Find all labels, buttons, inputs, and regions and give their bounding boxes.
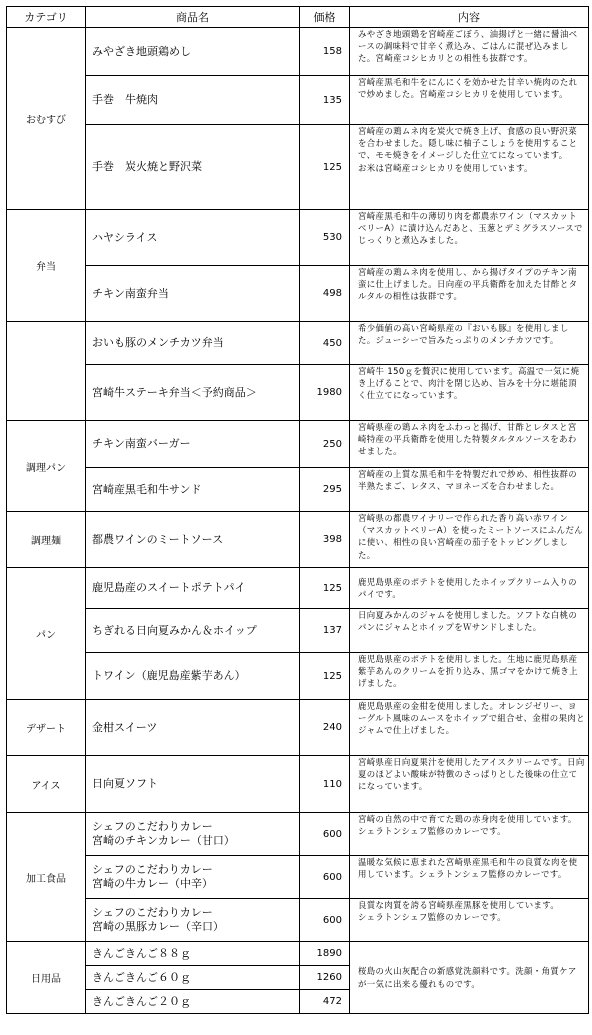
product-name: きんごきんご８８ｇ [86, 942, 300, 966]
header-price: 価格 [300, 7, 350, 28]
product-description: 宮崎県産日向夏果汁を使用したアイスクリームです。日向夏のほどよい酸味が特徴のさっぱりとした後味の仕立てになっています。 [350, 756, 589, 813]
product-price: 498 [300, 266, 350, 322]
table-row [7, 468, 589, 512]
category-cell: アイス [7, 756, 86, 813]
product-name: 手巻 牛焼肉 [86, 76, 300, 125]
product-name: 都農ワインのミートソース [86, 512, 300, 568]
product-name: 手巻 炭火焼と野沢菜 [86, 125, 300, 210]
category-cell [7, 322, 86, 421]
category-cell: 日用品 [7, 942, 86, 1014]
product-name: 金柑スイーツ [86, 700, 300, 756]
product-name: トワイン（鹿児島産紫芋あん） [86, 653, 300, 700]
table-row [7, 700, 589, 756]
table-row [7, 813, 589, 856]
product-price: 1890 [300, 942, 350, 966]
product-price: 1260 [300, 966, 350, 990]
product-price: 600 [300, 813, 350, 856]
product-name: きんごきんご６０ｇ [86, 966, 300, 990]
product-price: 450 [300, 322, 350, 365]
table-row [7, 942, 589, 966]
product-price: 135 [300, 76, 350, 125]
table-row [7, 266, 589, 322]
product-name: 鹿児島産のスイートポテトパイ [86, 568, 300, 609]
product-name: みやざき地頭鶏めし [86, 28, 300, 76]
product-description: 宮崎牛 150ｇを贅沢に使用しています。高温で一気に焼き上げることで、肉汁を閉じ込め、旨みを十分に堪能頂く仕立てになっています。 [350, 365, 589, 421]
product-description: 宮崎産黒毛和牛をにんにくを効かせた甘辛い焼肉のたれで炒めました。宮崎産コシヒカリを使用しています。 [350, 76, 589, 125]
table-row [7, 322, 589, 365]
product-name: おいも豚のメンチカツ弁当 [86, 322, 300, 365]
product-description: 鹿児島県産のポテトを使用しました。生地に鹿児島県産紫芋あんのクリームを折り込み、黒ゴマをかけて焼き上げました。 [350, 653, 589, 700]
table-row [7, 899, 589, 942]
product-description: 宮崎県の都農ワイナリーで作られた香り高い赤ワイン（マスカットベリーA）を使ったミートソースにふんだんに使い、相性の良い宮崎産の茄子をトッピングしました。 [350, 512, 589, 568]
table-row [7, 28, 589, 76]
product-description: 宮崎産の鶏ムネ肉を使用し、から揚げタイプのチキン南蛮に仕上げました。日向産の平兵衛酢を加えた甘酢とタルタルの相性は抜群です。 [350, 266, 589, 322]
product-table [6, 6, 589, 1014]
product-description: 希少価値の高い宮崎県産の『おいも豚』を使用しました。ジューシーで旨みたっぷりのメンチカツです。 [350, 322, 589, 365]
product-description: 宮崎産黒毛和牛の薄切り肉を都農赤ワイン（マスカットベリーA）に漬け込んだあと、玉葱とデミグラスソースでじっくりと煮込みました。 [350, 210, 589, 266]
product-price: 600 [300, 856, 350, 899]
table-row [7, 365, 589, 421]
category-cell: 弁当 [7, 210, 86, 322]
product-price: 600 [300, 899, 350, 942]
product-price: 125 [300, 568, 350, 609]
product-description: 宮崎の自然の中で育てた鶏の赤身肉を使用しています。 シェラトンシェフ監修のカレーです。 [350, 813, 589, 856]
table-row [7, 125, 589, 210]
product-name: 宮崎牛ステーキ弁当＜予約商品＞ [86, 365, 300, 421]
product-name: ハヤシライス [86, 210, 300, 266]
product-name: 宮崎産黒毛和牛サンド [86, 468, 300, 512]
product-name: チキン南蛮バーガー [86, 421, 300, 468]
category-cell: 調理麺 [7, 512, 86, 568]
product-description: 宮崎産の鶏ムネ肉を炭火で焼き上げ、食感の良い野沢菜を合わせました。隠し味に柚子こしょうを使用することで、モモ焼きをイメージした仕立てになっています。 お米は宮崎産コシヒカリを使用しています。 [350, 125, 589, 210]
table-row [7, 653, 589, 700]
category-cell: 加工食品 [7, 813, 86, 942]
product-price: 472 [300, 990, 350, 1014]
category-cell: デザート [7, 700, 86, 756]
product-price: 1980 [300, 365, 350, 421]
product-description: 良質な肉質を誇る宮崎県産黒豚を使用しています。 シェラトンシェフ監修のカレーです。 [350, 899, 589, 942]
product-name: シェフのこだわりカレー 宮崎のチキンカレー（甘口） [86, 813, 300, 856]
product-description: 日向夏みかんのジャムを使用しました。ソフトな白桃のパンにジャムとホイップをＷサンドしました。 [350, 609, 589, 653]
product-description: 鹿児島県産の金柑を使用しました。オレンジゼリー、ヨーグルト風味のムースをホイップで組合せ、金柑の果肉とジャムで仕上げました。 [350, 700, 589, 756]
product-description: 宮崎産の上質な黒毛和牛を特製だれで炒め、相性抜群の半熟たまご、レタス、マヨネーズを合わせました。 [350, 468, 589, 512]
category-cell: おむすび [7, 28, 86, 210]
table-row [7, 568, 589, 609]
table-row [7, 856, 589, 899]
category-cell: 調理パン [7, 421, 86, 512]
table-row [7, 210, 589, 266]
product-price: 250 [300, 421, 350, 468]
product-description: みやざき地頭鶏を宮崎産ごぼう、油揚げと一緒に醤油ベースの調味料で甘辛く煮込み、ごはんに混ぜ込みました。宮崎産コシヒカリとの相性も抜群です。 [350, 28, 589, 76]
product-price: 530 [300, 210, 350, 266]
product-name: きんごきんご２０ｇ [86, 990, 300, 1014]
product-price: 158 [300, 28, 350, 76]
product-price: 295 [300, 468, 350, 512]
product-description: 温暖な気候に恵まれた宮崎県産黒毛和牛の良質な肉を使用しています。シェラトンシェフ監修のカレーです。 [350, 856, 589, 899]
product-description: 桜島の火山灰配合の新感覚洗顔料です。洗顔・角質ケアが一気に出来る優れものです。 [350, 942, 589, 1014]
product-description: 鹿児島県産のポテトを使用したホイップクリーム入りのパイです。 [350, 568, 589, 609]
product-name: シェフのこだわりカレー 宮崎の黒豚カレー（辛口） [86, 899, 300, 942]
header-name: 商品名 [86, 7, 300, 28]
table-row [7, 76, 589, 125]
product-name: 日向夏ソフト [86, 756, 300, 813]
table-row [7, 421, 589, 468]
table-row [7, 609, 589, 653]
table-row [7, 756, 589, 813]
header-desc: 内容 [350, 7, 589, 28]
product-name: シェフのこだわりカレー 宮崎の牛カレー（中辛） [86, 856, 300, 899]
product-name: チキン南蛮弁当 [86, 266, 300, 322]
product-price: 240 [300, 700, 350, 756]
category-cell: パン [7, 568, 86, 700]
product-description: 宮崎県産の鶏ムネ肉をふわっと揚げ、甘酢とレタスと宮崎特産の平兵衛酢を使用した特製タルタルソースをあわせました。 [350, 421, 589, 468]
product-name: ちぎれる日向夏みかん＆ホイップ [86, 609, 300, 653]
product-price: 125 [300, 125, 350, 210]
product-price: 110 [300, 756, 350, 813]
header-category: カテゴリ [7, 7, 86, 28]
product-price: 398 [300, 512, 350, 568]
header-row [7, 7, 589, 28]
product-price: 125 [300, 653, 350, 700]
table-row [7, 512, 589, 568]
product-price: 137 [300, 609, 350, 653]
